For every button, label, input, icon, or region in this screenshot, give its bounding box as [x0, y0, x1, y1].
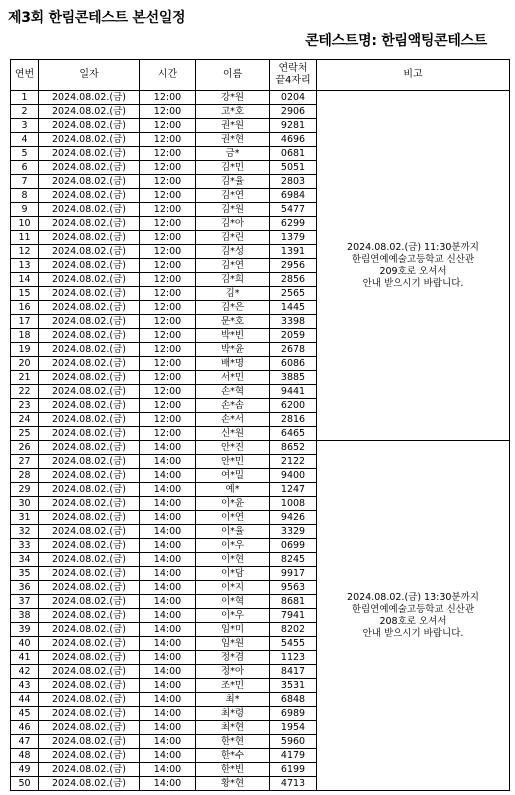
cell-time: 14:00: [140, 623, 196, 637]
cell-date: 2024.08.02.(금): [39, 525, 140, 539]
note-line: 안내 받으시기 바랍니다.: [362, 277, 464, 289]
cell-date: 2024.08.02.(금): [39, 553, 140, 567]
cell-no: 13: [11, 259, 39, 273]
cell-contact: 1379: [270, 231, 317, 245]
cell-time: 12:00: [140, 231, 196, 245]
cell-no: 16: [11, 301, 39, 315]
cell-time: 12:00: [140, 189, 196, 203]
cell-date: 2024.08.02.(금): [39, 777, 140, 791]
cell-date: 2024.08.02.(금): [39, 665, 140, 679]
cell-name: 예*: [196, 483, 270, 497]
cell-contact: 0681: [270, 147, 317, 161]
header-date: 일자: [39, 60, 140, 91]
cell-time: 12:00: [140, 119, 196, 133]
cell-time: 12:00: [140, 287, 196, 301]
schedule-table: [10, 59, 510, 791]
cell-no: 19: [11, 343, 39, 357]
cell-no: 17: [11, 315, 39, 329]
cell-contact: 6200: [270, 399, 317, 413]
cell-time: 12:00: [140, 343, 196, 357]
cell-no: 45: [11, 707, 39, 721]
cell-no: 46: [11, 721, 39, 735]
cell-no: 36: [11, 581, 39, 595]
cell-no: 29: [11, 483, 39, 497]
note-line: 한림연예예술고등학교 신산관: [351, 253, 475, 265]
cell-date: 2024.08.02.(금): [39, 371, 140, 385]
cell-no: 47: [11, 735, 39, 749]
cell-no: 4: [11, 133, 39, 147]
cell-name: 이*연: [196, 511, 270, 525]
cell-contact: 8245: [270, 553, 317, 567]
cell-name: 최*령: [196, 707, 270, 721]
cell-name: 안*진: [196, 441, 270, 455]
cell-name: 김*연: [196, 259, 270, 273]
cell-contact: 5051: [270, 161, 317, 175]
cell-contact: 2059: [270, 329, 317, 343]
cell-time: 14:00: [140, 777, 196, 791]
note-line: 2024.08.02.(금) 13:30분까지: [347, 591, 479, 603]
cell-name: 임*원: [196, 637, 270, 651]
note-line: 한림연예예술고등학교 신산관: [351, 603, 475, 615]
cell-no: 15: [11, 287, 39, 301]
cell-date: 2024.08.02.(금): [39, 609, 140, 623]
cell-name: 김*은: [196, 301, 270, 315]
cell-date: 2024.08.02.(금): [39, 273, 140, 287]
cell-name: 이*혁: [196, 595, 270, 609]
cell-time: 14:00: [140, 693, 196, 707]
cell-time: 14:00: [140, 539, 196, 553]
cell-date: 2024.08.02.(금): [39, 119, 140, 133]
cell-name: 손*솜: [196, 399, 270, 413]
cell-no: 8: [11, 189, 39, 203]
note-cell-group-2: [317, 441, 510, 791]
cell-contact: 1247: [270, 483, 317, 497]
cell-contact: 2816: [270, 413, 317, 427]
cell-date: 2024.08.02.(금): [39, 147, 140, 161]
cell-time: 14:00: [140, 511, 196, 525]
cell-no: 35: [11, 567, 39, 581]
cell-date: 2024.08.02.(금): [39, 413, 140, 427]
cell-time: 12:00: [140, 315, 196, 329]
cell-time: 14:00: [140, 497, 196, 511]
cell-name: 이*윤: [196, 497, 270, 511]
cell-time: 12:00: [140, 371, 196, 385]
note-cell-group-1: [317, 91, 510, 441]
header-note: 비고: [317, 60, 510, 91]
cell-contact: 3885: [270, 371, 317, 385]
cell-contact: 5455: [270, 637, 317, 651]
cell-date: 2024.08.02.(금): [39, 763, 140, 777]
cell-date: 2024.08.02.(금): [39, 231, 140, 245]
cell-date: 2024.08.02.(금): [39, 329, 140, 343]
cell-no: 12: [11, 245, 39, 259]
cell-date: 2024.08.02.(금): [39, 301, 140, 315]
cell-no: 33: [11, 539, 39, 553]
cell-no: 24: [11, 413, 39, 427]
cell-name: 김*희: [196, 273, 270, 287]
cell-name: 김*율: [196, 175, 270, 189]
cell-no: 5: [11, 147, 39, 161]
cell-time: 14:00: [140, 455, 196, 469]
cell-contact: 4696: [270, 133, 317, 147]
cell-no: 21: [11, 371, 39, 385]
cell-time: 14:00: [140, 581, 196, 595]
cell-contact: 9400: [270, 469, 317, 483]
cell-date: 2024.08.02.(금): [39, 749, 140, 763]
cell-date: 2024.08.02.(금): [39, 91, 140, 105]
cell-no: 10: [11, 217, 39, 231]
cell-contact: 0204: [270, 91, 317, 105]
cell-contact: 8681: [270, 595, 317, 609]
cell-time: 14:00: [140, 525, 196, 539]
cell-no: 44: [11, 693, 39, 707]
cell-contact: 2565: [270, 287, 317, 301]
header-contact: [270, 60, 317, 91]
cell-date: 2024.08.02.(금): [39, 651, 140, 665]
cell-date: 2024.08.02.(금): [39, 581, 140, 595]
cell-contact: 6299: [270, 217, 317, 231]
cell-no: 38: [11, 609, 39, 623]
header-row: [11, 60, 510, 91]
cell-name: 서*민: [196, 371, 270, 385]
cell-time: 14:00: [140, 567, 196, 581]
cell-name: 이*우: [196, 609, 270, 623]
cell-date: 2024.08.02.(금): [39, 511, 140, 525]
cell-time: 12:00: [140, 161, 196, 175]
cell-no: 31: [11, 511, 39, 525]
cell-date: 2024.08.02.(금): [39, 567, 140, 581]
cell-contact: 6848: [270, 693, 317, 707]
cell-contact: 2856: [270, 273, 317, 287]
cell-no: 42: [11, 665, 39, 679]
cell-date: 2024.08.02.(금): [39, 735, 140, 749]
note-line: 2024.08.02.(금) 11:30분까지: [347, 241, 479, 253]
cell-date: 2024.08.02.(금): [39, 469, 140, 483]
cell-name: 정*아: [196, 665, 270, 679]
cell-name: 권*원: [196, 119, 270, 133]
cell-no: 43: [11, 679, 39, 693]
cell-no: 30: [11, 497, 39, 511]
cell-date: 2024.08.02.(금): [39, 385, 140, 399]
cell-name: 신*원: [196, 427, 270, 441]
cell-time: 14:00: [140, 763, 196, 777]
cell-date: 2024.08.02.(금): [39, 315, 140, 329]
cell-contact: 1123: [270, 651, 317, 665]
cell-contact: 6984: [270, 189, 317, 203]
cell-name: 이*담: [196, 567, 270, 581]
cell-contact: 8202: [270, 623, 317, 637]
cell-date: 2024.08.02.(금): [39, 287, 140, 301]
cell-name: 안*민: [196, 455, 270, 469]
cell-time: 14:00: [140, 553, 196, 567]
cell-no: 11: [11, 231, 39, 245]
cell-time: 14:00: [140, 609, 196, 623]
cell-contact: 2678: [270, 343, 317, 357]
cell-contact: 2956: [270, 259, 317, 273]
cell-date: 2024.08.02.(금): [39, 539, 140, 553]
cell-date: 2024.08.02.(금): [39, 707, 140, 721]
cell-time: 14:00: [140, 735, 196, 749]
cell-name: 문*호: [196, 315, 270, 329]
cell-date: 2024.08.02.(금): [39, 399, 140, 413]
cell-date: 2024.08.02.(금): [39, 357, 140, 371]
cell-date: 2024.08.02.(금): [39, 105, 140, 119]
cell-date: 2024.08.02.(금): [39, 133, 140, 147]
cell-date: 2024.08.02.(금): [39, 455, 140, 469]
cell-date: 2024.08.02.(금): [39, 175, 140, 189]
header-time: 시간: [140, 60, 196, 91]
cell-name: 배*명: [196, 357, 270, 371]
cell-name: 손*혁: [196, 385, 270, 399]
cell-time: 12:00: [140, 245, 196, 259]
header-no: 연번: [11, 60, 39, 91]
cell-contact: 6199: [270, 763, 317, 777]
cell-time: 12:00: [140, 385, 196, 399]
cell-no: 39: [11, 623, 39, 637]
cell-contact: 2906: [270, 105, 317, 119]
cell-date: 2024.08.02.(금): [39, 721, 140, 735]
cell-contact: 6465: [270, 427, 317, 441]
cell-date: 2024.08.02.(금): [39, 693, 140, 707]
cell-time: 14:00: [140, 707, 196, 721]
cell-contact: 9917: [270, 567, 317, 581]
cell-no: 32: [11, 525, 39, 539]
cell-name: 한*수: [196, 749, 270, 763]
cell-date: 2024.08.02.(금): [39, 679, 140, 693]
cell-contact: 1008: [270, 497, 317, 511]
cell-time: 14:00: [140, 651, 196, 665]
header-name: 이름: [196, 60, 270, 91]
cell-time: 12:00: [140, 133, 196, 147]
cell-contact: 4179: [270, 749, 317, 763]
cell-name: 김*성: [196, 245, 270, 259]
cell-time: 12:00: [140, 105, 196, 119]
cell-contact: 6086: [270, 357, 317, 371]
cell-contact: 3398: [270, 315, 317, 329]
cell-contact: 2122: [270, 455, 317, 469]
cell-date: 2024.08.02.(금): [39, 623, 140, 637]
cell-name: 최*현: [196, 721, 270, 735]
cell-no: 7: [11, 175, 39, 189]
cell-time: 12:00: [140, 357, 196, 371]
cell-contact: 1445: [270, 301, 317, 315]
cell-no: 40: [11, 637, 39, 651]
cell-contact: 7941: [270, 609, 317, 623]
cell-contact: 3531: [270, 679, 317, 693]
cell-contact: 5960: [270, 735, 317, 749]
cell-name: 김*민: [196, 161, 270, 175]
cell-no: 9: [11, 203, 39, 217]
cell-contact: 4713: [270, 777, 317, 791]
cell-no: 18: [11, 329, 39, 343]
cell-time: 14:00: [140, 721, 196, 735]
cell-contact: 3329: [270, 525, 317, 539]
table-row: [11, 441, 510, 455]
cell-contact: 8417: [270, 665, 317, 679]
cell-name: 이*현: [196, 553, 270, 567]
cell-contact: 9426: [270, 511, 317, 525]
cell-no: 26: [11, 441, 39, 455]
cell-time: 12:00: [140, 217, 196, 231]
cell-no: 25: [11, 427, 39, 441]
cell-time: 14:00: [140, 441, 196, 455]
cell-time: 12:00: [140, 91, 196, 105]
cell-no: 23: [11, 399, 39, 413]
cell-date: 2024.08.02.(금): [39, 217, 140, 231]
cell-time: 14:00: [140, 595, 196, 609]
cell-name: 여*밀: [196, 469, 270, 483]
table-body: [11, 91, 510, 791]
cell-contact: 8652: [270, 441, 317, 455]
cell-date: 2024.08.02.(금): [39, 343, 140, 357]
cell-time: 14:00: [140, 749, 196, 763]
cell-name: 김*: [196, 287, 270, 301]
cell-name: 박*빈: [196, 329, 270, 343]
cell-name: 이*우: [196, 539, 270, 553]
cell-name: 박*윤: [196, 343, 270, 357]
page-title: 제3회 한림콘테스트 본선일정: [8, 10, 186, 26]
cell-name: 권*현: [196, 133, 270, 147]
cell-no: 20: [11, 357, 39, 371]
cell-name: 손*서: [196, 413, 270, 427]
cell-time: 12:00: [140, 273, 196, 287]
cell-no: 22: [11, 385, 39, 399]
cell-time: 12:00: [140, 259, 196, 273]
cell-time: 14:00: [140, 679, 196, 693]
cell-no: 1: [11, 91, 39, 105]
cell-name: 고*호: [196, 105, 270, 119]
note-line: 208호로 오셔서: [379, 615, 447, 627]
cell-time: 12:00: [140, 399, 196, 413]
cell-date: 2024.08.02.(금): [39, 245, 140, 259]
cell-contact: 9441: [270, 385, 317, 399]
header-contact-line1: 연락처: [278, 63, 308, 74]
note-line: 209호로 오셔서: [379, 265, 447, 277]
cell-no: 6: [11, 161, 39, 175]
cell-name: 강*원: [196, 91, 270, 105]
contest-name: 콘테스트명: 한림액팅콘테스트: [305, 33, 487, 49]
cell-date: 2024.08.02.(금): [39, 427, 140, 441]
cell-no: 14: [11, 273, 39, 287]
cell-name: 조*민: [196, 679, 270, 693]
cell-date: 2024.08.02.(금): [39, 483, 140, 497]
cell-name: 최*: [196, 693, 270, 707]
cell-contact: 9281: [270, 119, 317, 133]
cell-date: 2024.08.02.(금): [39, 497, 140, 511]
header-contact-line2: 끝4자리: [275, 75, 311, 86]
cell-date: 2024.08.02.(금): [39, 161, 140, 175]
cell-time: 12:00: [140, 427, 196, 441]
cell-date: 2024.08.02.(금): [39, 595, 140, 609]
cell-time: 12:00: [140, 147, 196, 161]
cell-name: 임*미: [196, 623, 270, 637]
cell-time: 12:00: [140, 301, 196, 315]
cell-name: 이*지: [196, 581, 270, 595]
cell-time: 14:00: [140, 665, 196, 679]
note-line: 안내 받으시기 바랍니다.: [362, 627, 464, 639]
cell-no: 50: [11, 777, 39, 791]
cell-time: 12:00: [140, 413, 196, 427]
cell-contact: 2803: [270, 175, 317, 189]
cell-no: 3: [11, 119, 39, 133]
cell-name: 이*율: [196, 525, 270, 539]
cell-contact: 6989: [270, 707, 317, 721]
cell-date: 2024.08.02.(금): [39, 637, 140, 651]
cell-time: 12:00: [140, 329, 196, 343]
cell-contact: 9563: [270, 581, 317, 595]
cell-date: 2024.08.02.(금): [39, 189, 140, 203]
cell-no: 49: [11, 763, 39, 777]
cell-name: 김*아: [196, 217, 270, 231]
cell-time: 14:00: [140, 637, 196, 651]
cell-name: 황*현: [196, 777, 270, 791]
table-row: [11, 91, 510, 105]
cell-name: 김*연: [196, 189, 270, 203]
cell-no: 27: [11, 455, 39, 469]
cell-name: 김*원: [196, 203, 270, 217]
cell-time: 14:00: [140, 483, 196, 497]
cell-date: 2024.08.02.(금): [39, 441, 140, 455]
cell-contact: 5477: [270, 203, 317, 217]
cell-no: 41: [11, 651, 39, 665]
cell-time: 14:00: [140, 469, 196, 483]
cell-no: 37: [11, 595, 39, 609]
cell-date: 2024.08.02.(금): [39, 259, 140, 273]
cell-name: 정*겸: [196, 651, 270, 665]
cell-no: 2: [11, 105, 39, 119]
cell-contact: 1391: [270, 245, 317, 259]
cell-contact: 1954: [270, 721, 317, 735]
cell-name: 한*현: [196, 735, 270, 749]
cell-no: 34: [11, 553, 39, 567]
cell-name: 김*린: [196, 231, 270, 245]
cell-time: 12:00: [140, 175, 196, 189]
cell-name: 한*빈: [196, 763, 270, 777]
cell-date: 2024.08.02.(금): [39, 203, 140, 217]
cell-time: 12:00: [140, 203, 196, 217]
cell-no: 28: [11, 469, 39, 483]
cell-no: 48: [11, 749, 39, 763]
cell-contact: 0699: [270, 539, 317, 553]
cell-name: 금*: [196, 147, 270, 161]
